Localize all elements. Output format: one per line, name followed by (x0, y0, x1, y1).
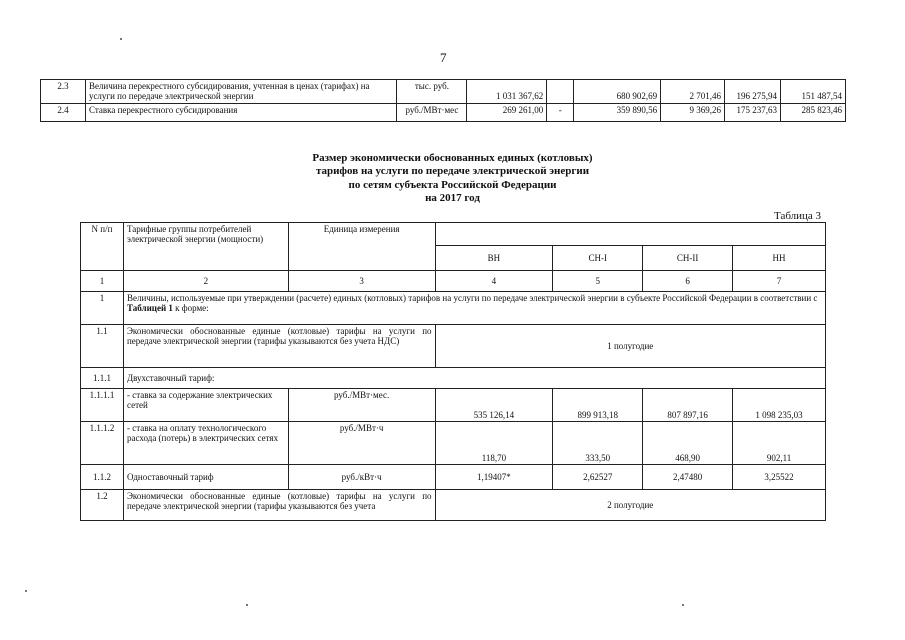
header-sn2: СН-II (643, 246, 733, 271)
indicator-name: Экономически обоснованные единые (котловые) тарифы на услуги по передаче электрической энергии (тарифы указываются без учета НДС) (123, 325, 435, 368)
indicator-name: Величина перекрестного субсидирования, учтенная в ценах (тарифах) на услуги по передаче электрической энергии (85, 80, 397, 104)
table-row (81, 422, 826, 465)
indicator-name: - ставка за содержание электрических сетей (123, 389, 288, 422)
column-number: 1 (81, 271, 124, 292)
heading-line: на 2017 год (425, 192, 480, 205)
row-number: 2.4 (41, 103, 86, 121)
table-caption: Таблица 3 (774, 210, 822, 222)
unit-cell: руб./МВт·мес. (288, 389, 435, 422)
value-cell (547, 80, 574, 104)
header-sn1: СН-I (553, 246, 643, 271)
column-number: 7 (733, 271, 826, 292)
scan-speck (25, 590, 27, 592)
column-number: 6 (643, 271, 733, 292)
scan-speck (246, 604, 248, 606)
period-label: 2 полугодие (435, 490, 825, 521)
cross-subsidy-table (40, 79, 846, 122)
scan-speck (120, 38, 122, 40)
unit-cell: руб./МВт·мес (397, 103, 467, 121)
tariff-table (80, 222, 826, 521)
indicator-name: Ставка перекрестного субсидирования (85, 103, 397, 121)
value-cell: 2 701,46 (661, 80, 725, 104)
value-cell: 807 897,16 (643, 389, 733, 422)
header-unit: Единица измерения (288, 223, 435, 271)
column-number: 2 (123, 271, 288, 292)
row-number: 1.1.2 (81, 465, 124, 490)
value-cell: 269 261,00 (467, 103, 547, 121)
document-heading (0, 152, 905, 206)
unit-cell: тыс. руб. (397, 80, 467, 104)
heading-line: Размер экономически обоснованных единых (котловых) (312, 152, 593, 164)
value-cell: 151 487,54 (780, 80, 845, 104)
section-text-pre: Величины, используемые при утверждении (расчете) единых (котловых) тарифов на услуги по передаче электрической энергии в субъекте Российской Федерации в соответствии с (126, 293, 818, 303)
row-number: 1.1 (81, 325, 124, 368)
indicator-name: Двухставочный тариф: (123, 368, 825, 389)
section-text-post: к форме: (172, 303, 209, 314)
value-cell: 333,50 (553, 422, 643, 465)
value-cell: 285 823,46 (780, 103, 845, 121)
column-number: 4 (435, 271, 553, 292)
table-row (81, 325, 826, 368)
header-row (81, 223, 826, 246)
header-voltage-group (435, 223, 825, 246)
row-number: 1.1.1.2 (81, 422, 124, 465)
value-cell: 118,70 (435, 422, 553, 465)
header-num: N п/п (81, 223, 124, 271)
period-label: 1 полугодие (435, 325, 825, 368)
value-cell: 9 369,26 (661, 103, 725, 121)
heading-line: по сетям субъекта Российской Федерации (348, 178, 557, 191)
header-groups: Тарифные группы потребителей электрической энергии (мощности) (123, 223, 288, 271)
page-number: 7 (440, 50, 447, 65)
column-number: 3 (288, 271, 435, 292)
header-nn: НН (733, 246, 826, 271)
value-cell: 1,19407* (435, 465, 553, 490)
value-cell: 468,90 (643, 422, 733, 465)
table-row (41, 103, 846, 121)
indicator-name: - ставка на оплату технологического расхода (потерь) в электрических сетях (123, 422, 288, 465)
heading-line: тарифов на услуги по передаче электрической энергии (315, 165, 590, 178)
table-row (81, 465, 826, 490)
row-number: 1.2 (81, 490, 124, 521)
table-row (81, 389, 826, 422)
value-cell: 899 913,18 (553, 389, 643, 422)
row-number: 1.1.1.1 (81, 389, 124, 422)
table-row (81, 368, 826, 389)
unit-cell: руб./МВт·ч (288, 422, 435, 465)
section-row (81, 292, 826, 325)
row-number: 2.3 (41, 80, 86, 104)
section-text (123, 292, 825, 325)
table-reference: Таблицей 1 (126, 303, 173, 314)
value-cell: 175 237,63 (725, 103, 781, 121)
row-number: 1 (81, 292, 124, 325)
value-cell: 1 098 235,03 (733, 389, 826, 422)
indicator-name: Экономически обоснованные единые (котловые) тарифы на услуги по передаче электрической энергии (тарифы указываются без учета (123, 490, 435, 521)
value-cell: 196 275,94 (725, 80, 781, 104)
value-cell: 535 126,14 (435, 389, 553, 422)
value-cell: 1 031 367,62 (467, 80, 547, 104)
scan-speck (682, 604, 684, 606)
header-vn: ВН (435, 246, 553, 271)
value-cell: - (547, 103, 574, 121)
value-cell: 680 902,69 (574, 80, 661, 104)
unit-cell: руб./кВт·ч (288, 465, 435, 490)
table-row (41, 80, 846, 104)
indicator-name: Одноставочный тариф (123, 465, 288, 490)
column-number: 5 (553, 271, 643, 292)
value-cell: 3,25522 (733, 465, 826, 490)
value-cell: 2,62527 (553, 465, 643, 490)
value-cell: 359 890,56 (574, 103, 661, 121)
table-row (81, 490, 826, 521)
value-cell: 2,47480 (643, 465, 733, 490)
column-number-row (81, 271, 826, 292)
value-cell: 902,11 (733, 422, 826, 465)
row-number: 1.1.1 (81, 368, 124, 389)
